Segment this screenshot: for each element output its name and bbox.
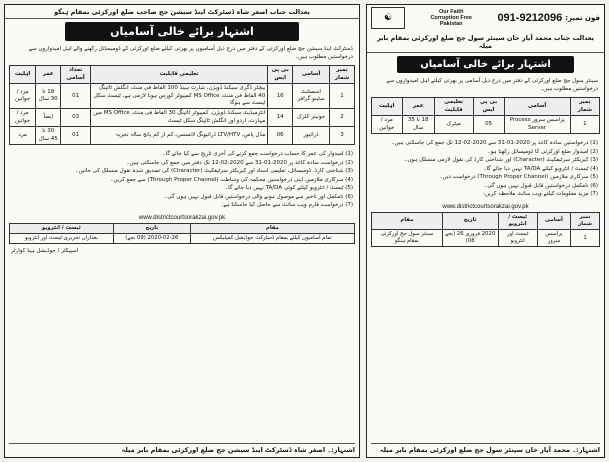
phone-number-block bbox=[497, 12, 600, 24]
advertisement-intro: ڈسٹرکٹ اینڈ سیشن جج ضلع اورکزئی کے دفتر میں درج ذیل آسامیوں پر بھرتی کیلئے ضلع اورکزئی کے ڈومیسائل رکھنے والے اہل امیدواروں سے درخواستیں مطلوب ہیں۔ bbox=[28, 46, 353, 60]
term-item: (6) نامکمل اور تاخیر سے موصول ہونے والی درخواستیں قابل قبول نہیں ہوں گی۔ bbox=[164, 193, 353, 200]
cell-eligibility: مرد / خواتین bbox=[372, 116, 403, 134]
contact-header bbox=[367, 5, 604, 31]
vacancy-table bbox=[371, 97, 600, 134]
cell-post: پراسس سرور Process Server bbox=[504, 116, 570, 134]
term-item: (7) درخواست فارم ویب سائٹ سے حاصل کیا جاسکتا ہے: bbox=[221, 202, 353, 209]
term-item: (2) درخواست سادہ کاغذ پر 2020-01-31 سے 2020-02-12 تک دفتر میں جمع کی جاسکتی ہیں۔ bbox=[126, 159, 353, 166]
advertisement-intro: سینئر سول جج ضلع اورکزئی کے دفتر میں درج ذیل آسامی پر بھرتی کیلئے اہل امیدواروں سے درخواستیں مطلوب ہیں۔ bbox=[386, 78, 598, 92]
slogan-line: Corruption Free bbox=[430, 14, 472, 21]
cell-date: 2020-02-26 (09 بجے) bbox=[113, 233, 190, 243]
advertisement-title: اشتہار برائے خالی آسامیاں bbox=[397, 56, 574, 73]
slogan-line: Pakistan bbox=[439, 21, 463, 28]
cell-qualification: انٹرمیڈیٹ سیکنڈ ڈویژن، کمپیوٹر ٹائپنگ 30 الفاظ فی منٹ، MS Office میں مہارت، اردو اور انگلش ٹائپنگ سکل ٹیسٹ bbox=[90, 109, 267, 127]
table-row bbox=[372, 116, 600, 134]
cell-date: 2020 فروری 26 (بجے 08) bbox=[442, 229, 498, 246]
term-item: (6) نامکمل درخواستیں قابل قبول نہیں ہوں گی۔ bbox=[484, 182, 598, 189]
cell-serial: 1 bbox=[570, 116, 599, 134]
court-heading: بعدالت جناب محمد آیاز خان سینئر سول جج ضلع اورکزئی بمقام بابر میلہ bbox=[367, 31, 604, 53]
government-seal-icon: ☯ bbox=[371, 7, 405, 29]
col-eligibility: اہلیت bbox=[10, 66, 36, 84]
table-row bbox=[10, 84, 355, 109]
court-website-link[interactable]: www.districtcourtsorakzai.gov.pk bbox=[442, 203, 529, 210]
test-schedule-table bbox=[371, 212, 600, 248]
cell-venue: تمام آسامیوں کیلئے بمقام ڈسٹرکٹ جوڈیشل کمپلیکس bbox=[190, 233, 354, 243]
cell-bps: 06 bbox=[268, 127, 293, 145]
cell-qualification: بیچلر ڈگری سیکنڈ ڈویژن، شارٹ ہینڈ 100 الفاظ فی منٹ، انگلش ٹائپنگ 40 الفاظ فی منٹ، MS Office کمپیوٹر کورس ہونا لازمی ہے، ٹیسٹ سکل ٹیسٹ سے ہوگا bbox=[90, 84, 267, 109]
court-website-link[interactable]: www.districtcourtsorakzai.gov.pk bbox=[138, 214, 226, 221]
civil-court-advertisement bbox=[366, 4, 605, 458]
cell-serial: 1 bbox=[571, 229, 600, 246]
terms-and-conditions bbox=[5, 147, 359, 213]
term-item: (1) امیدوار کی عمر کا حساب درخواست جمع کرنے کی آخری تاریخ سے کیا جائے گا۔ bbox=[162, 151, 353, 158]
col-post: آسامی bbox=[537, 212, 570, 229]
cell-bps: 05 bbox=[473, 116, 504, 134]
phone-number[interactable]: 091-9212096 bbox=[497, 12, 563, 24]
cell-post: اسسٹنٹ سٹینو گرافر bbox=[293, 84, 330, 109]
cell-test: بعدازاں تحریری ٹیسٹ اور انٹرویو bbox=[10, 233, 114, 243]
issuing-authority-signature: اشتہار:۔ اصغر شاہ ڈسٹرکٹ اینڈ سیشن جج ضلع اورکزئی بمقام بابر میلہ bbox=[9, 443, 355, 454]
cell-venue: سینئر سول جج اورکزئی بمقام ہنگو bbox=[372, 229, 443, 246]
cell-qualification: میٹرک bbox=[434, 116, 473, 134]
district-court-advertisement bbox=[4, 4, 360, 458]
col-serial: نمبر شمار bbox=[570, 98, 599, 116]
term-item: (7) مزید معلومات کیلئے ویب سائٹ ملاحظہ کریں: bbox=[483, 191, 598, 198]
advertisement-title: اشتہار برائے خالی آسامیاں bbox=[65, 22, 299, 41]
col-age: عمر bbox=[36, 66, 61, 84]
cell-qualification: مڈل پاس، LTV/HTV ڈرائیونگ لائسنس، کم از کم پانچ سالہ تجربہ bbox=[90, 127, 267, 145]
term-item: (4) ٹیسٹ / انٹرویو کیلئے TA/DA نہیں دیا جائے گا۔ bbox=[483, 165, 598, 172]
col-bps: بی پی ایس bbox=[473, 98, 504, 116]
cell-serial: 2 bbox=[330, 109, 355, 127]
cell-eligibility: مرد bbox=[10, 127, 36, 145]
cell-count: 03 bbox=[61, 109, 91, 127]
corruption-free-slogan bbox=[430, 9, 472, 28]
cell-bps: 14 bbox=[268, 109, 293, 127]
phone-label: فون نمبر: bbox=[565, 14, 600, 22]
cell-post: ڈرائیور bbox=[293, 127, 330, 145]
col-count: تعداد آسامی bbox=[61, 66, 91, 84]
cell-count: 01 bbox=[61, 84, 91, 109]
issuing-authority-signature: اشتہار:۔ محمد آیاز خان سینئر سول جج ضلع اورکزئی بمقام بابر میلہ bbox=[371, 443, 600, 454]
col-date: تاریخ bbox=[442, 212, 498, 229]
col-serial: نمبر شمار bbox=[571, 212, 600, 229]
col-test: ٹیسٹ / انٹرویو bbox=[498, 212, 537, 229]
term-item: (2) امیدوار ضلع اورکزئی کا ڈومیسائل رکھتا ہو۔ bbox=[487, 148, 598, 155]
cell-post: پراسس سرور bbox=[537, 229, 570, 246]
cell-age: 30 تا 45 سال bbox=[36, 127, 61, 145]
cell-count: 01 bbox=[61, 127, 91, 145]
cell-age: ایضاً bbox=[36, 109, 61, 127]
term-item: (3) کیریکٹر سرٹیفکیٹ (Character) اور شناختی کارڈ کی نقول لازمی منسلک ہوں۔ bbox=[404, 157, 598, 164]
col-qualification: تعلیمی قابلیت bbox=[90, 66, 267, 84]
court-heading: بعدالت جناب اصغر شاہ ڈسٹرکٹ اینڈ سیشن جج صاحب ضلع اورکزئی بمقام ہنگو bbox=[5, 5, 359, 19]
vacancy-table bbox=[9, 65, 355, 145]
col-date: تاریخ bbox=[113, 223, 190, 233]
col-venue: مقام bbox=[190, 223, 354, 233]
term-item: (4) سرکاری ملازمین اپنی درخواستیں محکمہ کی وساطت (Through Proper Channel) سے جمع کریں۔ bbox=[110, 176, 353, 183]
col-post: آسامی bbox=[504, 98, 570, 116]
col-bps: بی پی ایس bbox=[268, 66, 293, 84]
table-row bbox=[10, 109, 355, 127]
terms-and-conditions bbox=[367, 136, 604, 202]
test-schedule-table bbox=[9, 223, 355, 244]
cell-bps: 16 bbox=[268, 84, 293, 109]
table-row bbox=[372, 229, 600, 246]
schedule-note: اسپیکٹر / جوڈیشل ہیڈ کوارٹر bbox=[11, 248, 79, 255]
table-row bbox=[10, 233, 355, 243]
col-venue: مقام bbox=[372, 212, 443, 229]
table-row bbox=[10, 127, 355, 145]
slogan-line: Our Faith bbox=[438, 8, 464, 15]
term-item: (5) سرکاری ملازمین (Through Proper Channel) درخواست دیں۔ bbox=[439, 174, 598, 181]
cell-age: 18 تا 35 سال bbox=[402, 116, 434, 134]
col-eligibility: اہلیت bbox=[372, 98, 403, 116]
col-test: ٹیسٹ / انٹرویو bbox=[10, 223, 114, 233]
cell-post: جونیئر کلرک bbox=[293, 109, 330, 127]
term-item: (1) درخواستیں سادہ کاغذ پر 2020-01-31 سے 2020-02-12 تک جمع کی جاسکتی ہیں۔ bbox=[391, 140, 598, 147]
col-post: آسامی bbox=[293, 66, 330, 84]
col-serial: نمبر شمار bbox=[330, 66, 355, 84]
col-qualification: تعلیمی قابلیت bbox=[434, 98, 473, 116]
cell-test: ٹیسٹ اور انٹرویو bbox=[498, 229, 537, 246]
cell-eligibility: مرد / خواتین bbox=[10, 84, 36, 109]
term-item: (3) شناختی کارڈ، ڈومیسائل، تعلیمی اسناد اور کیریکٹر سرٹیفکیٹ (Character) کی تصدیق شدہ نقول منسلک کی جائیں۔ bbox=[75, 168, 353, 175]
cell-serial: 1 bbox=[330, 84, 355, 109]
cell-eligibility: مرد / خواتین bbox=[10, 109, 36, 127]
cell-serial: 3 bbox=[330, 127, 355, 145]
term-item: (5) ٹیسٹ / انٹرویو کیلئے کوئی TA/DA نہیں دیا جائے گا۔ bbox=[224, 185, 353, 192]
col-age: عمر bbox=[402, 98, 434, 116]
cell-age: 18 تا 30 سال bbox=[36, 84, 61, 109]
